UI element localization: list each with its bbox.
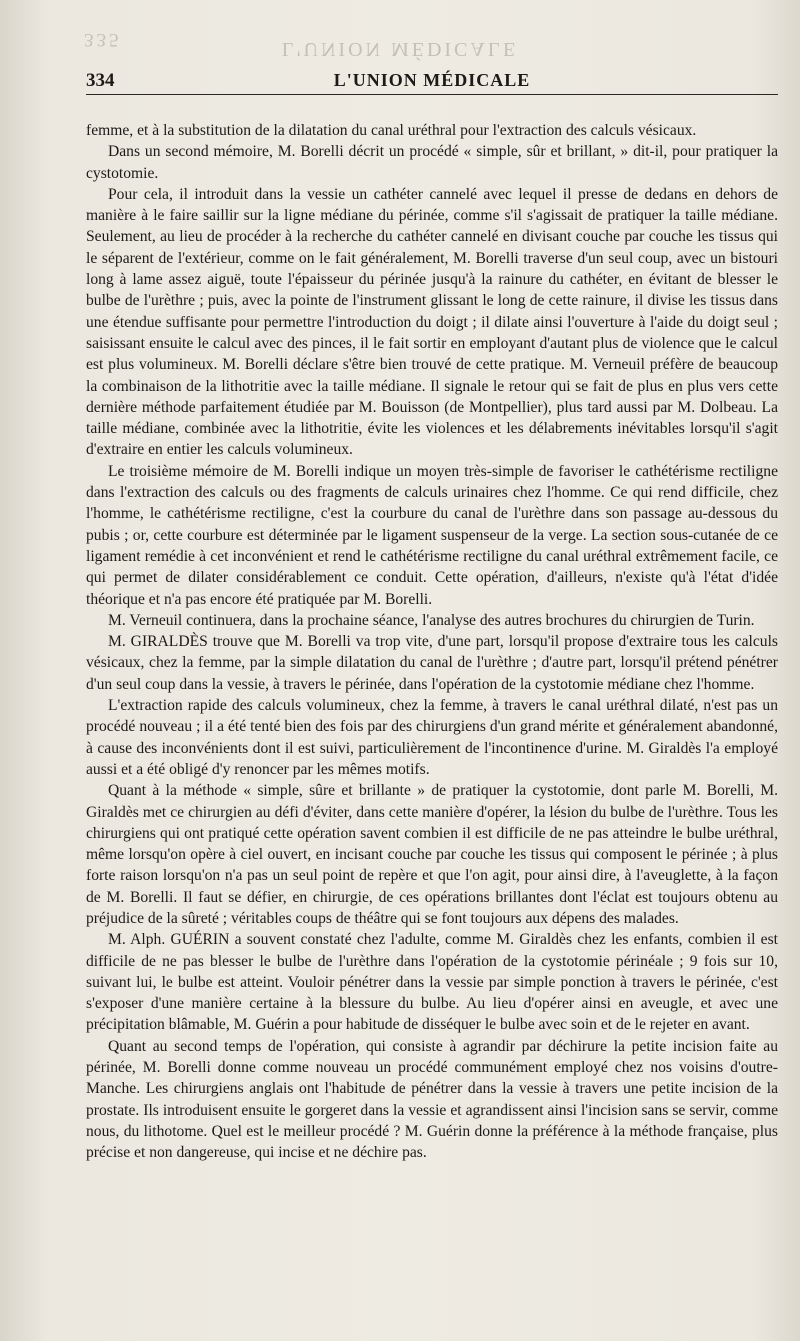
paragraph-2: Dans un second mémoire, M. Borelli décrit un procédé « simple, sûr et brillant, » dit-il, pour pratiquer la cystotomie. bbox=[86, 143, 778, 182]
running-header bbox=[86, 68, 778, 95]
paragraph-7: L'extraction rapide des calculs volumineux, chez la femme, à travers le canal uréthral dilaté, n'est pas un procédé nouveau ; il a été tenté bien des fois par des chirurgiens d'un grand mérite et généralement abandonné, à cause des inconvénients dont il est suivi, particulièrement de l'incontinence d'urine. M. Giraldès l'a employé aussi et a été obligé d'y renoncer par les mêmes motifs. bbox=[86, 697, 778, 778]
article-body bbox=[86, 120, 778, 1331]
bleed-through-header bbox=[0, 0, 800, 66]
paragraph-8: Quant à la méthode « simple, sûre et brillante » de pratiquer la cystotomie, dont parle M. Borelli, M. Giraldès met ce chirurgien au défi d'éviter, dans cette manière d'opérer, la lésion du bulbe de l'urèthre. Tous les chirurgiens qui ont pratiqué cette opération savent combien il est difficile de ne pas atteindre le bulbe uréthral, même lorsqu'on opère à ciel ouvert, en incisant couche par couche les tissus qui composent le périnée ; à plus forte raison lorsqu'on n'a pas un seul point de repère et que l'on agit, pour ainsi dire, à l'aveuglette, à la façon de M. Borelli. Il faut se défier, en chirurgie, de ces opérations brillantes dont l'éclat est toujours obtenu au préjudice de la sûreté ; véritables coups de théâtre qui se font toujours aux dépens des malades. bbox=[86, 782, 778, 927]
bleed-through-page-number: 335 bbox=[84, 29, 122, 50]
paragraph-4: Le troisième mémoire de M. Borelli indique un moyen très-simple de favoriser le cathétérisme rectiligne dans l'extraction des calculs ou des fragments de calculs urinaires chez l'homme. Ce qui rend difficile, chez l'homme, le cathétérisme rectiligne, c'est la courbure du canal de l'urèthre dans son passage au-dessous du pubis ; or, cette courbure est déterminée par le ligament suspenseur de la verge. La section sous-cutanée de ce ligament remédie à cet inconvénient et rend le cathétérisme rectiligne du canal uréthral extrêmement facile, ce qui permet de dilater considérablement ce conduit. Cette opération, d'ailleurs, n'existe qu'à l'état d'idée théorique et n'a pas encore été pratiquée par M. Borelli. bbox=[86, 462, 778, 608]
paragraph-1: femme, et à la substitution de la dilatation du canal uréthral pour l'extraction des calculs vésicaux. bbox=[86, 122, 697, 139]
paragraph-10: Quant au second temps de l'opération, qui consiste à agrandir par déchirure la petite incision faite au périnée, M. Borelli donne comme nouveau un procédé communément employé chez nos voisins d'outre-Manche. Les chirurgiens anglais ont l'habitude de pénétrer dans la vessie à travers une petite incision de la prostate. Ils introduisent ensuite le gorgeret dans la vessie et agrandissent ainsi l'incision sans se servir, comme nous, du lithotome. Quel est le meilleur procédé ? M. Guérin donne la préférence à la méthode française, plus précise et non dangereuse, qui incise et ne déchire pas. bbox=[86, 1037, 778, 1162]
paragraph-9: M. Alph. GUÉRIN a souvent constaté chez l'adulte, comme M. Giraldès chez les enfants, combien il est difficile de ne pas blesser le bulbe de l'urèthre dans l'opération de la cystotomie périnéale ; 9 fois sur 10, suivant lui, le bulbe est atteint. Vouloir pénétrer dans la vessie par simple ponction à travers le périnée, c'est s'exposer d'une manière certaine à la blessure du bulbe. Au lieu d'opérer ainsi en aveugle, et avec une précipitation blâmable, M. Guérin a pour habitude de disséquer le bulbe avec soin et de le rejeter en avant. bbox=[86, 931, 778, 1034]
bleed-through-title: L'UNION MÉDICALE bbox=[281, 38, 519, 60]
paragraph-6: M. GIRALDÈS trouve que M. Borelli va trop vite, d'une part, lorsqu'il propose d'extraire tous les calculs vésicaux, chez la femme, par la simple dilatation du canal de l'urèthre ; d'autre part, lorsqu'il prétend pénétrer d'un seul coup dans la vessie, à travers le périnée, dans l'opération de la cystotomie médiane chez l'homme. bbox=[86, 633, 778, 693]
page-number: 334 bbox=[86, 70, 115, 91]
paragraph-5: M. Verneuil continuera, dans la prochaine séance, l'analyse des autres brochures du chirurgien de Turin. bbox=[108, 611, 755, 629]
journal-title: L'UNION MÉDICALE bbox=[333, 70, 531, 90]
paragraph-3: Pour cela, il introduit dans la vessie un cathéter cannelé avec lequel il presse de dedans en dehors de manière à le faire saillir sur la ligne médiane du périnée, comme s'il s'agissait de pratiquer la taille médiane. Seulement, au lieu de procéder à la recherche du cathéter cannelé en divisant couche par couche les tissus qui le séparent de l'extérieur, comme on le fait généralement, M. Borelli traverse d'un seul coup, avec un bistouri long à lame assez aiguë, toute l'épaisseur du périnée jusqu'à la rainure du cathéter, en évitant de blesser le bulbe de l'urèthre ; puis, avec la pointe de l'instrument glissant le long de cette rainure, il divise les tissus dans une étendue suffisante pour permettre l'introduction du doigt ; il dilate ainsi l'ouverture à l'aide du doigt seul ; saisissant ensuite le calcul avec des pinces, il le fait sortir en employant d'autant plus de violence que le calcul est plus volumineux. M. Borelli déclare s'être bien trouvé de cette pratique. M. Verneuil préfère de beaucoup la combinaison de la lithotritie avec la taille médiane. Il signale le retour qui se fait de plus en plus vers cette dernière méthode parfaitement étudiée par M. Bouisson (de Montpellier), plus tard aussi par M. Dolbeau. La taille médiane, combinée avec la lithotritie, évite les violences et les délabrements inévitables lorsqu'il s'agit d'extraire en entier les calculs volumineux. bbox=[86, 185, 778, 459]
